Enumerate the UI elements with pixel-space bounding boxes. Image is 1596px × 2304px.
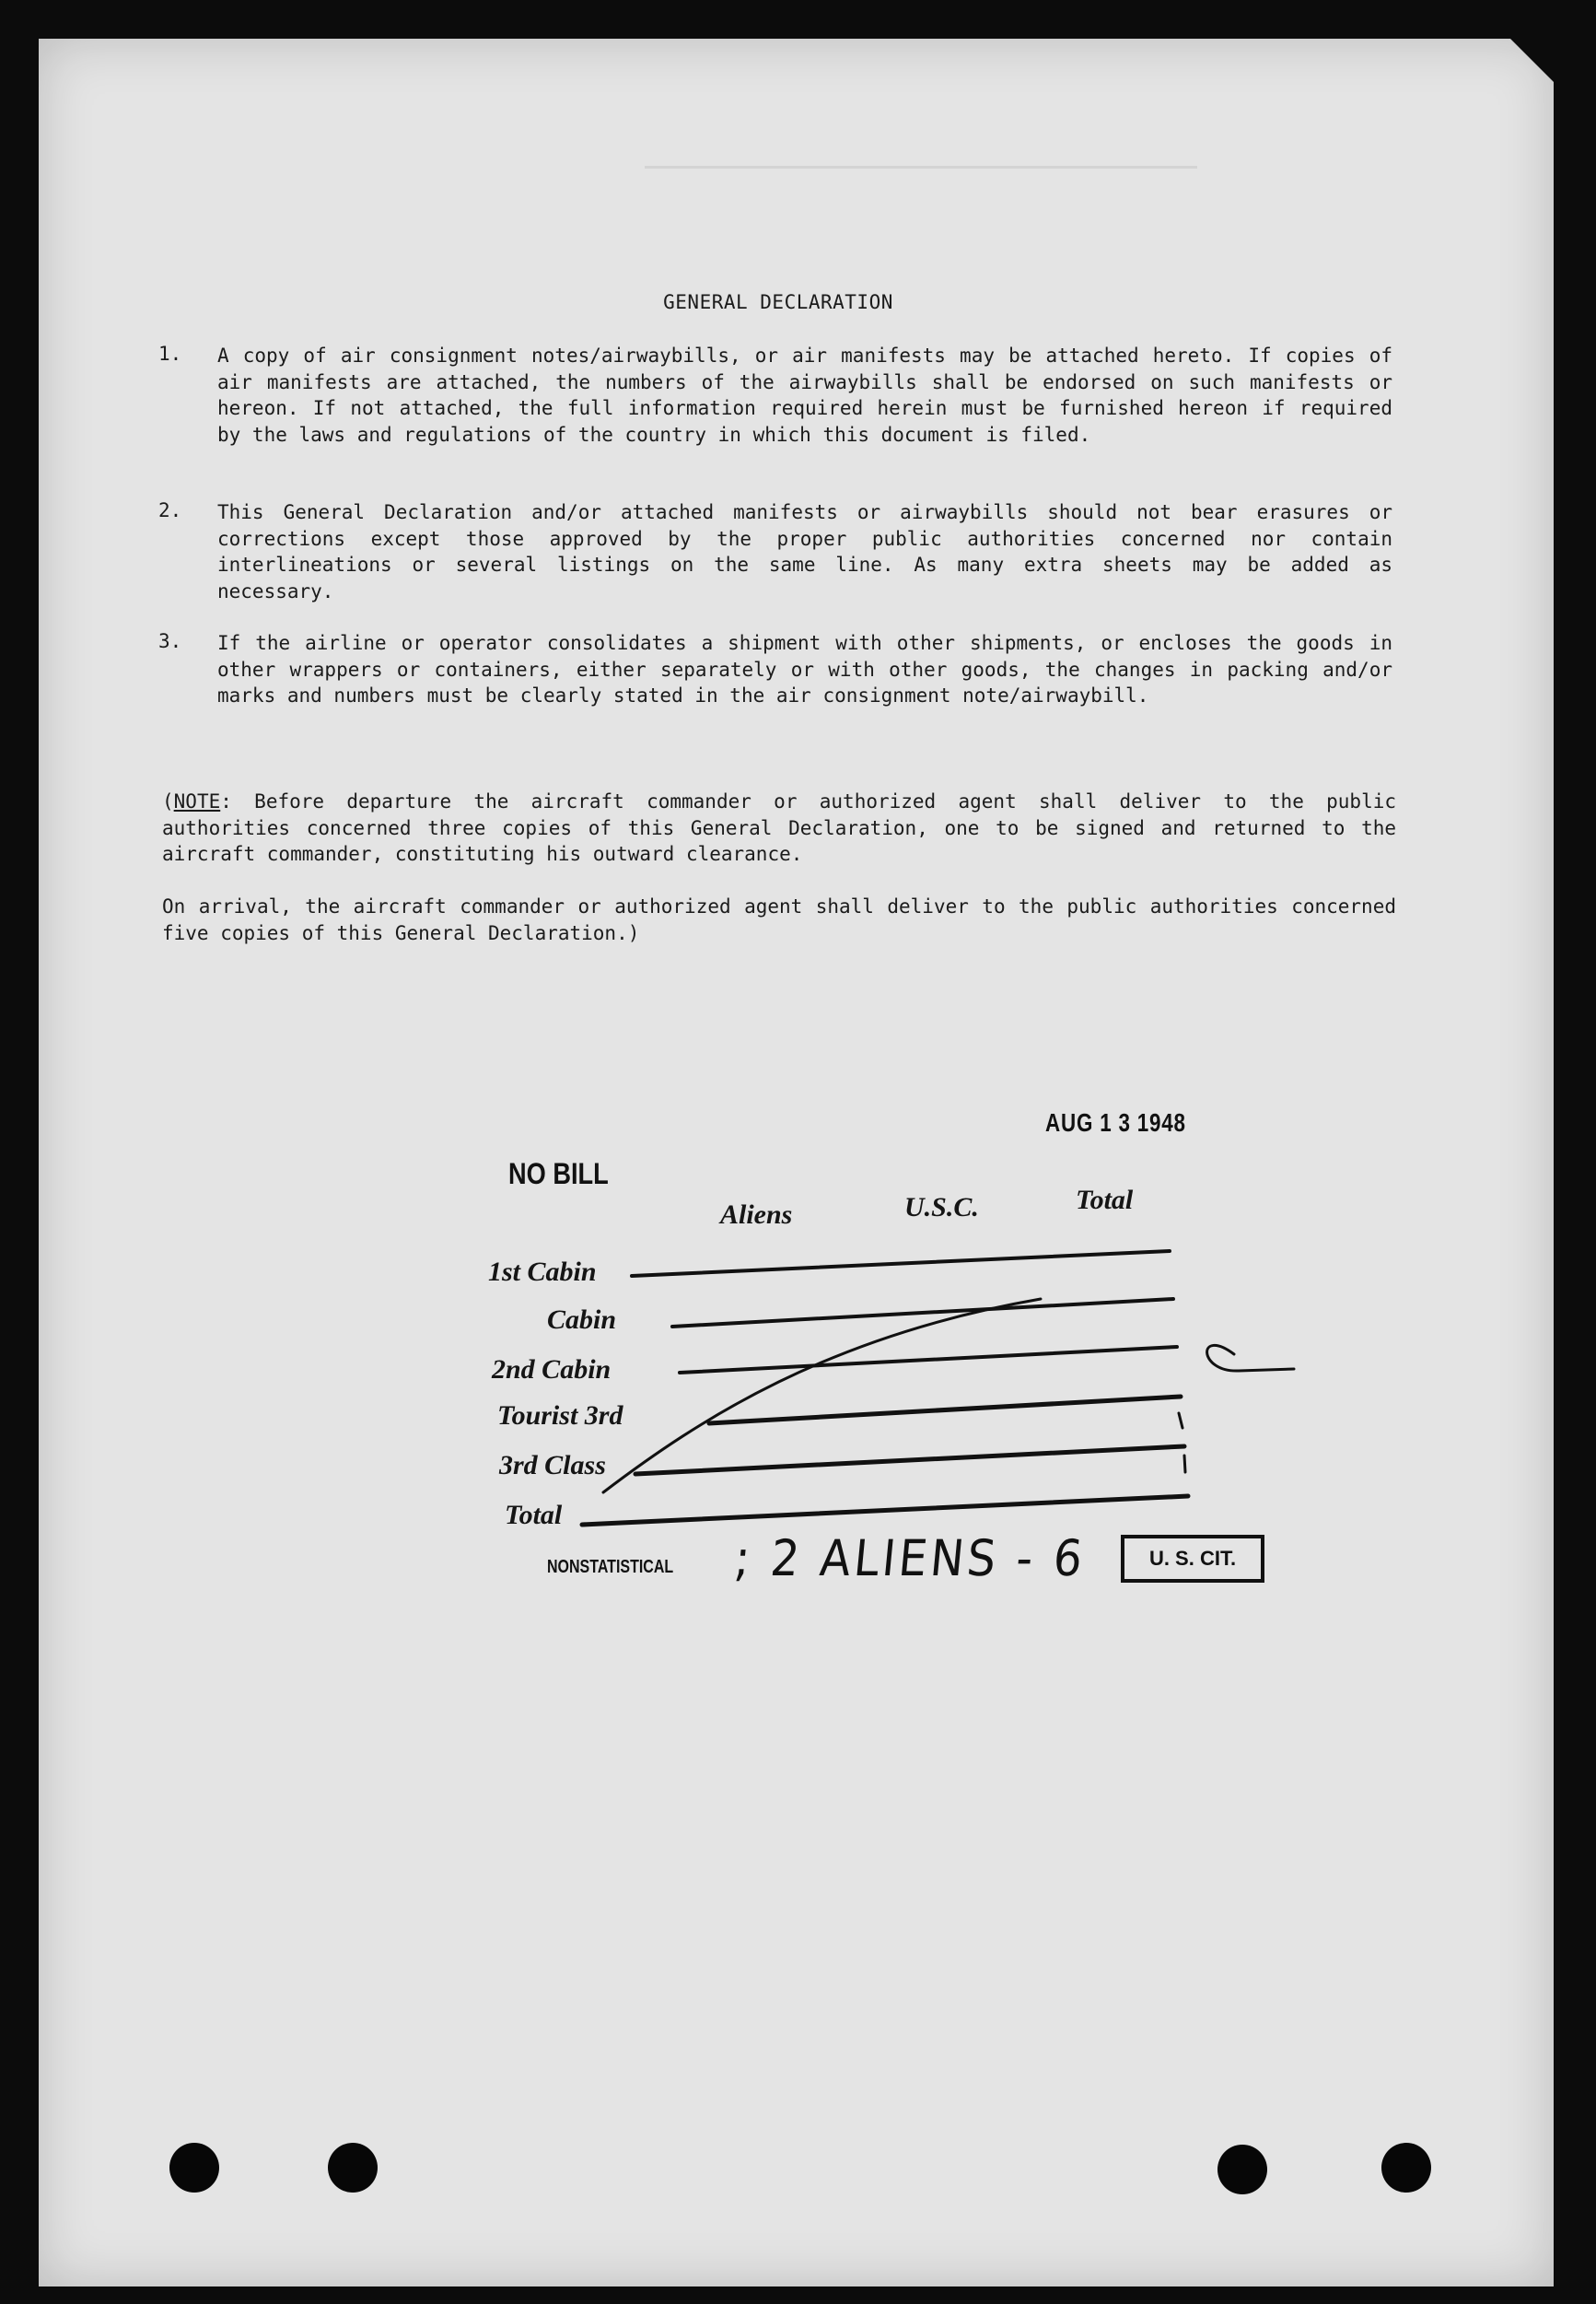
row-line: [680, 1347, 1177, 1373]
item-text: This General Declaration and/or attached manifests or airwaybills should not bear erasures or corrections except those approved by the proper public authorities concerned nor contain interlineations or several listings on the same line. As many extra sheets may be added as necessary.: [217, 501, 1392, 602]
note-open-paren: (: [162, 790, 174, 813]
column-header-usc: U.S.C.: [904, 1192, 979, 1222]
item-number: 3.: [158, 630, 182, 652]
punch-hole: [328, 2143, 378, 2193]
row-label-2nd-cabin: 2nd Cabin: [492, 1354, 612, 1385]
nonstatistical-label: NONSTATISTICAL: [547, 1557, 674, 1577]
punch-hole: [169, 2143, 219, 2193]
tick-mark: [1184, 1456, 1185, 1472]
item-text: If the airline or operator consolidates a shipment with other shipments, or encloses the goods in other wrappers or containers, either separately or with other goods, the changes in packing and/or marks and numbers must be clearly stated in the air consignment note/airwaybill.: [217, 632, 1392, 707]
item-text: A copy of air consignment notes/airwaybills, or air manifests may be attached hereto. If copies of air manifests are attached, the numbers of the airwaybills shall be endorsed on such manifests or hereon. If not attached, the full information required herein must be furnished hereon if required by the laws and regulations of the country in which this document is filed.: [217, 345, 1392, 446]
date-stamp: AUG 1 3 1948: [1045, 1108, 1186, 1137]
column-header-total: Total: [1076, 1185, 1134, 1215]
note-label: NOTE: [173, 790, 221, 813]
arrival-paragraph: On arrival, the aircraft commander or authorized agent shall deliver to the public authorities concerned five copies of this General Declaration.): [162, 895, 1396, 944]
row-line: [635, 1446, 1184, 1474]
row-label-cabin: Cabin: [547, 1304, 617, 1335]
row-label-3rd-class: 3rd Class: [499, 1450, 606, 1480]
punch-hole: [1217, 2145, 1267, 2194]
handwritten-note: ; 2 ALIENS - 6: [732, 1529, 1089, 1587]
hand-drawn-mark: [1207, 1345, 1294, 1371]
row-line: [672, 1299, 1173, 1327]
row-label-tourist-3rd: Tourist 3rd: [497, 1400, 623, 1431]
row-label-total: Total: [505, 1500, 563, 1530]
row-line: [632, 1251, 1170, 1276]
punch-hole: [1381, 2143, 1431, 2193]
document-title: GENERAL DECLARATION: [663, 291, 893, 313]
note-text: : Before departure the aircraft commander or authorized agent shall deliver to the public authorities concerned three copies of this General Declaration, one to be signed and returned to the aircraft commander, constituting his outward clearance.: [162, 790, 1396, 865]
item-number: 1.: [158, 343, 182, 365]
row-label-1st-cabin: 1st Cabin: [488, 1257, 597, 1287]
us-cit-stamp: U. S. CIT.: [1121, 1535, 1264, 1583]
no-bill-stamp: NO BILL: [508, 1157, 609, 1190]
row-line: [582, 1496, 1188, 1525]
row-line: [709, 1397, 1181, 1423]
item-number: 2.: [158, 499, 182, 521]
column-header-aliens: Aliens: [720, 1199, 793, 1230]
tick-mark: [1179, 1413, 1182, 1428]
